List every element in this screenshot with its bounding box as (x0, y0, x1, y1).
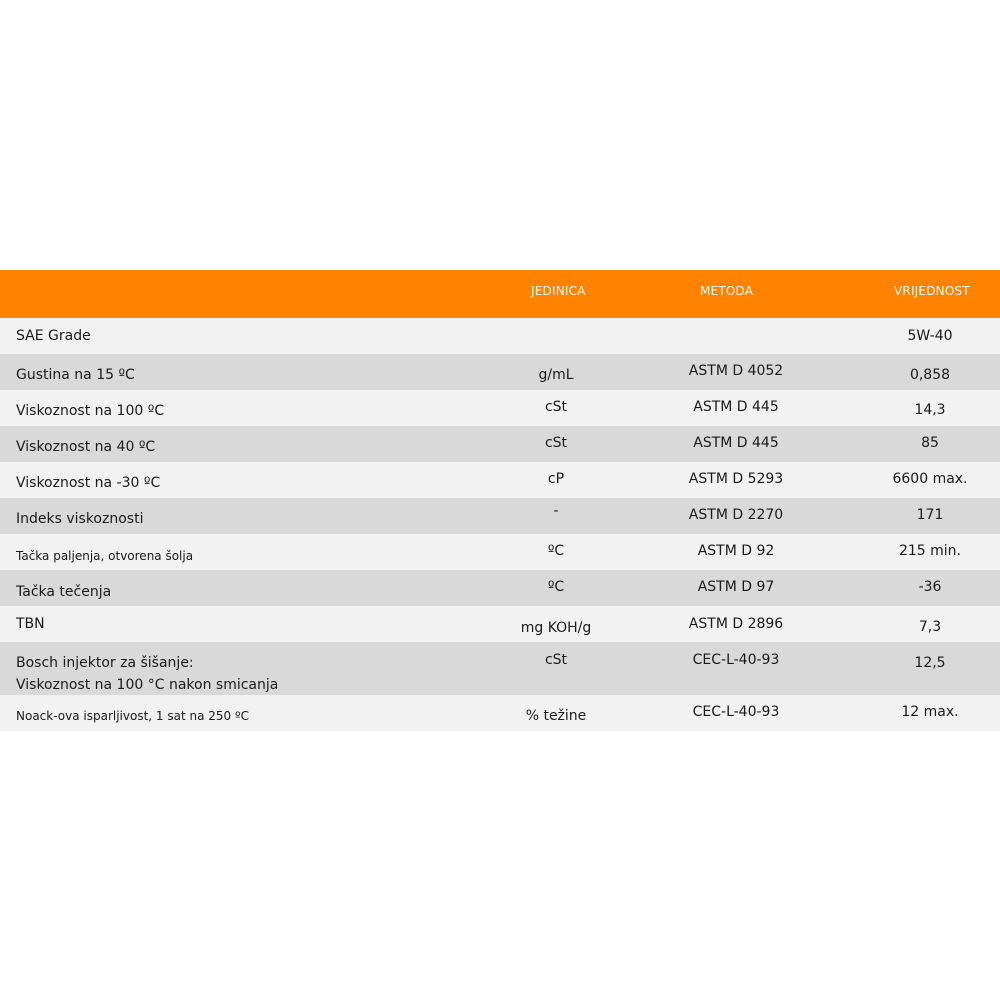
table-row (0, 534, 1000, 570)
property-method: ASTM D 4052 (688, 363, 784, 379)
property-value: 171 (916, 507, 944, 523)
property-unit: ºC (547, 543, 565, 559)
property-method: ASTM D 445 (693, 399, 779, 415)
property-value: 7,3 (918, 619, 942, 635)
property-method: ASTM D 92 (697, 543, 775, 559)
property-name (16, 652, 278, 696)
property-unit: cSt (544, 399, 568, 415)
property-unit: cSt (544, 652, 568, 668)
table-row (0, 318, 1000, 354)
table-header-row (0, 270, 1000, 318)
property-name: Noack-ova isparljivost, 1 sat na 250 ºC (16, 709, 250, 723)
table-row (0, 642, 1000, 695)
property-value: 215 min. (898, 543, 962, 559)
property-method: ASTM D 2896 (688, 616, 784, 632)
table-row (0, 390, 1000, 426)
property-name: Indeks viskoznosti (16, 511, 144, 527)
property-name: TBN (16, 616, 45, 632)
property-name: Viskoznost na 100 ºC (16, 403, 165, 419)
table-row (0, 606, 1000, 642)
table-row (0, 498, 1000, 534)
property-name: Gustina na 15 ºC (16, 367, 135, 383)
header-method: METODA (700, 284, 754, 298)
table-row (0, 354, 1000, 390)
property-name: Tačka tečenja (16, 584, 112, 600)
header-unit: JEDINICA (531, 284, 586, 298)
property-value: 85 (921, 435, 939, 451)
property-method: ASTM D 2270 (688, 507, 784, 523)
property-unit: g/mL (538, 367, 574, 383)
property-name-line-1: Bosch injektor za šišanje: (16, 655, 194, 671)
property-unit: mg KOH/g (520, 620, 592, 636)
property-value: 0,858 (909, 367, 951, 383)
property-method: ASTM D 5293 (688, 471, 784, 487)
property-unit: % težine (525, 708, 587, 724)
property-method: ASTM D 97 (697, 579, 775, 595)
table-row (0, 462, 1000, 498)
property-value: 12 max. (901, 704, 959, 720)
property-unit: - (553, 503, 559, 519)
property-value: 5W-40 (907, 328, 953, 344)
property-unit: cSt (544, 435, 568, 451)
header-value: VRIJEDNOST (894, 284, 970, 298)
property-value: -36 (918, 579, 942, 595)
property-method: ASTM D 445 (693, 435, 779, 451)
property-value: 14,3 (914, 402, 946, 418)
property-value: 12,5 (914, 655, 946, 671)
property-name: SAE Grade (16, 328, 91, 344)
table-row (0, 695, 1000, 731)
property-unit: cP (547, 471, 565, 487)
table-row (0, 570, 1000, 606)
property-name: Viskoznost na 40 ºC (16, 439, 156, 455)
specification-table (0, 270, 1000, 731)
property-method: CEC-L-40-93 (692, 652, 780, 668)
property-name-line-2: Viskoznost na 100 °C nakon smicanja (16, 677, 279, 693)
property-unit: ºC (547, 579, 565, 595)
table-row (0, 426, 1000, 462)
property-name: Tačka paljenja, otvorena šolja (16, 549, 194, 563)
property-name: Viskoznost na -30 ºC (16, 475, 161, 491)
property-method: CEC-L-40-93 (692, 704, 780, 720)
property-value: 6600 max. (892, 471, 968, 487)
